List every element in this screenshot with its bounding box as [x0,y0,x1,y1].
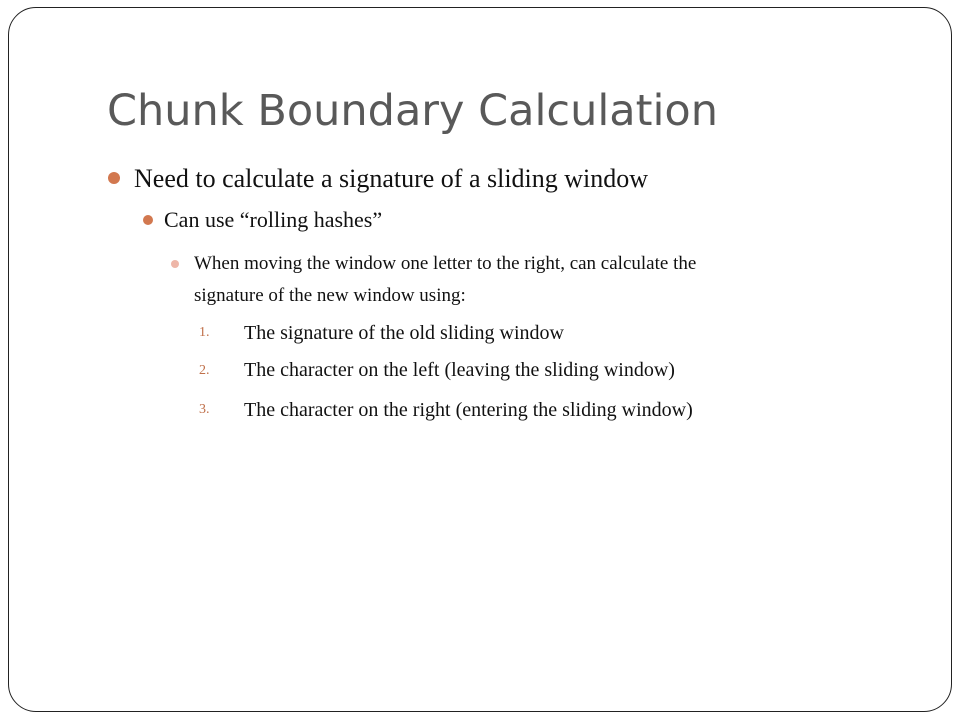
bullet-level1-text: Need to calculate a signature of a sliding window [134,164,649,193]
bullet-level3-text-line2: signature of the new window using: [194,285,466,306]
list-number: 1. [199,325,210,340]
bullet-dot-icon [108,172,120,184]
numbered-item-text: The character on the left (leaving the sliding window) [244,359,675,381]
slide-title: Chunk Boundary Calculation [107,86,718,136]
bullet-dot-icon [143,215,153,225]
bullet-level3-text-line1: When moving the window one letter to the right, can calculate the [194,253,697,274]
list-number: 2. [199,363,210,378]
bullet-dot-icon [171,260,179,268]
numbered-item-text: The signature of the old sliding window [244,322,564,344]
bullet-level2-text: Can use “rolling hashes” [164,207,383,232]
list-number: 3. [199,402,210,417]
numbered-item-text: The character on the right (entering the sliding window) [244,399,693,421]
